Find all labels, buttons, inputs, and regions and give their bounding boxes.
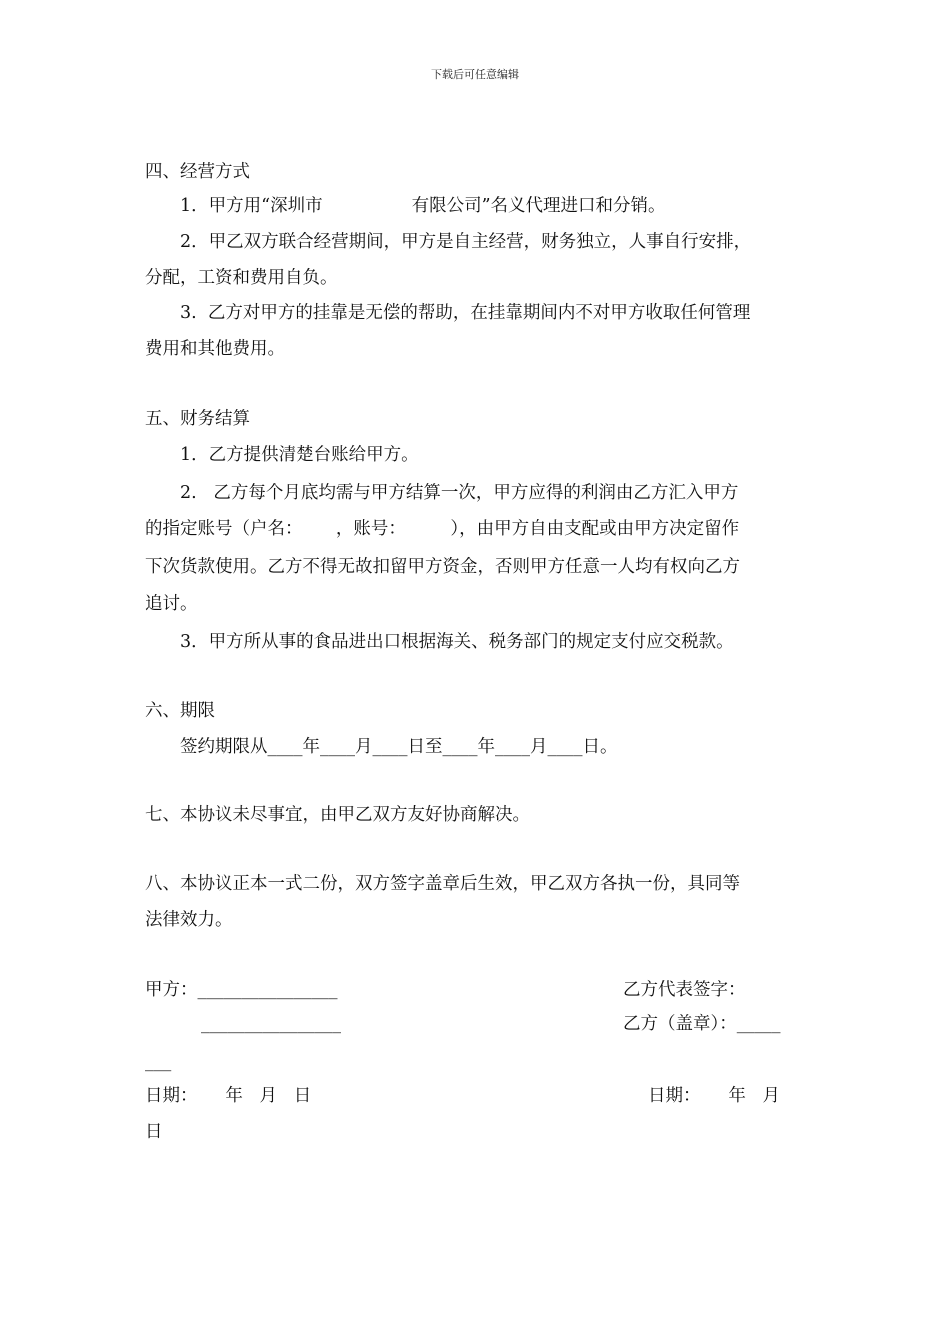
clause-5-1: 1．乙方提供清楚台账给甲方。 [180, 445, 419, 465]
section-7: 七、本协议未尽事宜，由甲乙双方友好协商解决。 [145, 805, 530, 825]
clause-6-term: 签约期限从____年____月____日至____年____月____日。 [180, 737, 618, 757]
clause-4-2: 2．甲乙双方联合经营期间，甲方是自主经营，财务独立，人事自行安排， [180, 232, 752, 252]
clause-5-2-cont3: 追讨。 [145, 594, 198, 614]
seal-underline-wrap: ___ [145, 1052, 172, 1072]
clause-4-3: 3. 乙方对甲方的挂靠是无偿的帮助，在挂靠期间内不对甲方收取任何管理 [180, 303, 751, 323]
clause-4-3-cont: 费用和其他费用。 [145, 339, 285, 359]
party-a-signature: 甲方：________________ [145, 980, 338, 1000]
clause-4-1: 1．甲方用“深圳市 有限公司”名义代理进口和分销。 [180, 196, 666, 216]
party-a-signature-line2: ________________ [201, 1014, 341, 1034]
clause-5-3: 3．甲方所从事的食品进出口根据海关、税务部门的规定支付应交税款。 [180, 632, 734, 652]
party-a-date: 日期： 年 月 日 [145, 1086, 312, 1106]
section-8-cont: 法律效力。 [145, 910, 233, 930]
section-6-heading: 六、期限 [145, 701, 215, 721]
clause-5-2: 2. 乙方每个月底均需与甲方结算一次，甲方应得的利润由乙方汇入甲方 [180, 483, 739, 503]
section-8: 八、本协议正本一式二份，双方签字盖章后生效，甲乙双方各执一份，具同等 [145, 874, 740, 894]
party-b-seal: 乙方（盖章）：_____ [623, 1014, 781, 1034]
party-b-rep-signature: 乙方代表签字： [623, 980, 746, 1000]
clause-5-2-cont2: 下次货款使用。乙方不得无故扣留甲方资金，否则甲方任意一人均有权向乙方 [145, 557, 740, 577]
party-b-date-wrap: 日 [145, 1122, 163, 1142]
page-header: 下载后可任意编辑 [431, 68, 519, 81]
party-b-date: 日期： 年 月 [648, 1086, 781, 1106]
clause-4-2-cont: 分配，工资和费用自负。 [145, 268, 338, 288]
section-5-heading: 五、财务结算 [145, 409, 250, 429]
section-4-heading: 四、经营方式 [145, 162, 250, 182]
clause-5-2-cont1: 的指定账号（户名： ，账号： ），由甲方自由支配或由甲方决定留作 [145, 519, 740, 539]
